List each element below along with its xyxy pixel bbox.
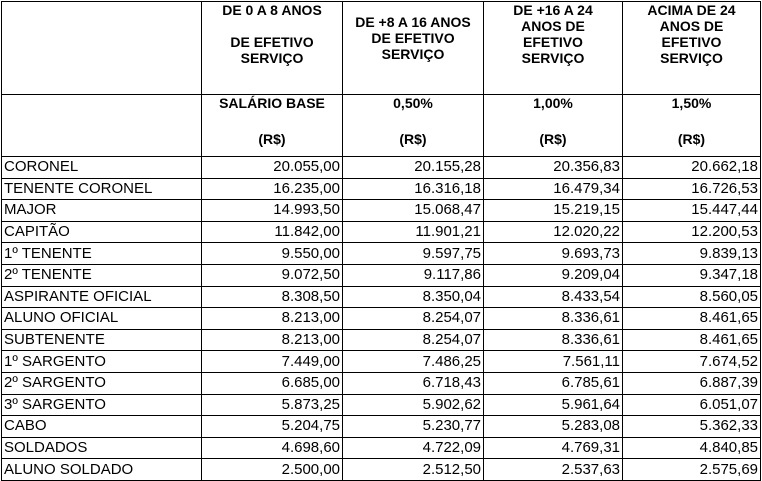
salary-value-cell: 16.316,18 xyxy=(343,178,484,200)
salary-value-cell: 2.537,63 xyxy=(484,459,623,481)
salary-value-cell: 11.901,21 xyxy=(343,221,484,243)
table-row xyxy=(2,394,761,416)
column-header-line: DE EFETIVO xyxy=(371,30,455,46)
salary-value-cell: 6.718,43 xyxy=(343,372,484,394)
salary-value-cell: 20.055,00 xyxy=(202,157,343,179)
salary-value-cell: 20.662,18 xyxy=(623,157,761,179)
salary-value-cell: 4.769,31 xyxy=(484,437,623,459)
salary-value-cell: 8.254,07 xyxy=(343,329,484,351)
salary-value-cell: 4.698,60 xyxy=(202,437,343,459)
rank-cell: MAJOR xyxy=(2,200,202,222)
column-header-line: DE +8 A 16 ANOS xyxy=(355,14,471,30)
column-header-line: DE +16 A 24 xyxy=(513,2,593,18)
subheader-unit: (R$) xyxy=(399,131,427,147)
salary-value-cell: 8.336,61 xyxy=(484,308,623,330)
column-header-line: SERVIÇO xyxy=(240,50,304,66)
table-row xyxy=(2,264,761,286)
rank-cell: 2º TENENTE xyxy=(2,264,202,286)
subheader-unit: (R$) xyxy=(539,131,567,147)
salary-value-cell: 20.356,83 xyxy=(484,157,623,179)
subheader-corner-cell xyxy=(2,95,202,157)
column-header-0-8-years xyxy=(202,2,343,95)
salary-value-cell: 12.020,22 xyxy=(484,221,623,243)
subheader-label: 1,00% xyxy=(533,95,573,111)
rank-cell: ALUNO OFICIAL xyxy=(2,308,202,330)
salary-value-cell: 8.213,00 xyxy=(202,308,343,330)
salary-value-cell: 8.308,50 xyxy=(202,286,343,308)
salary-value-cell: 9.209,04 xyxy=(484,264,623,286)
table-row xyxy=(2,351,761,373)
salary-value-cell: 7.674,52 xyxy=(623,351,761,373)
column-header-line: ANOS DE xyxy=(521,18,585,34)
subheader-label: 1,50% xyxy=(671,95,712,111)
subheader-base-salary xyxy=(202,95,343,157)
table-row xyxy=(2,243,761,265)
rank-cell: CAPITÃO xyxy=(2,221,202,243)
salary-value-cell: 7.561,11 xyxy=(484,351,623,373)
table-row xyxy=(2,286,761,308)
salary-value-cell: 2.512,50 xyxy=(343,459,484,481)
column-header-line: EFETIVO xyxy=(523,34,583,50)
subheader-percent xyxy=(484,95,623,157)
rank-cell: TENENTE CORONEL xyxy=(2,178,202,200)
rank-cell: ASPIRANTE OFICIAL xyxy=(2,286,202,308)
salary-value-cell: 5.902,62 xyxy=(343,394,484,416)
column-header-line: SERVIÇO xyxy=(521,50,585,66)
rank-cell: CABO xyxy=(2,416,202,438)
subheader-unit: (R$) xyxy=(258,131,286,147)
salary-value-cell: 8.213,00 xyxy=(202,329,343,351)
subheader-label: 0,50% xyxy=(393,95,433,111)
salary-value-cell: 11.842,00 xyxy=(202,221,343,243)
salary-value-cell: 5.204,75 xyxy=(202,416,343,438)
subheader-percent xyxy=(343,95,484,157)
salary-value-cell: 2.575,69 xyxy=(623,459,761,481)
rank-cell: SOLDADOS xyxy=(2,437,202,459)
table-row xyxy=(2,329,761,351)
salary-value-cell: 2.500,00 xyxy=(202,459,343,481)
salary-value-cell: 16.479,34 xyxy=(484,178,623,200)
salary-value-cell: 5.362,33 xyxy=(623,416,761,438)
column-header-above-24-years xyxy=(623,2,761,95)
column-header-16-24-years xyxy=(484,2,623,95)
subheader-unit: (R$) xyxy=(677,131,706,147)
table-row xyxy=(2,178,761,200)
salary-value-cell: 15.068,47 xyxy=(343,200,484,222)
column-header-line: EFETIVO xyxy=(661,34,722,50)
table-row xyxy=(2,459,761,481)
salary-value-cell: 15.219,15 xyxy=(484,200,623,222)
column-header-line: DE 0 A 8 ANOS xyxy=(222,2,322,18)
rank-cell: 3º SARGENTO xyxy=(2,394,202,416)
salary-value-cell: 9.550,00 xyxy=(202,243,343,265)
salary-value-cell: 9.347,18 xyxy=(623,264,761,286)
salary-value-cell: 6.887,39 xyxy=(623,372,761,394)
salary-value-cell: 5.873,25 xyxy=(202,394,343,416)
salary-value-cell: 7.449,00 xyxy=(202,351,343,373)
salary-value-cell: 8.433,54 xyxy=(484,286,623,308)
rank-cell: SUBTENENTE xyxy=(2,329,202,351)
column-header-line: SERVIÇO xyxy=(660,50,723,66)
salary-value-cell: 8.350,04 xyxy=(343,286,484,308)
column-header-line: SERVIÇO xyxy=(381,46,445,62)
table-row xyxy=(2,308,761,330)
salary-value-cell: 12.200,53 xyxy=(623,221,761,243)
column-header-line: DE EFETIVO xyxy=(230,34,314,50)
salary-table xyxy=(1,1,761,481)
table-row xyxy=(2,200,761,222)
salary-value-cell: 15.447,44 xyxy=(623,200,761,222)
rank-cell: CORONEL xyxy=(2,157,202,179)
rank-cell: ALUNO SOLDADO xyxy=(2,459,202,481)
rank-cell: 1º TENENTE xyxy=(2,243,202,265)
column-header-8-16-years xyxy=(343,2,484,95)
salary-value-cell: 9.597,75 xyxy=(343,243,484,265)
table-row xyxy=(2,416,761,438)
column-header-line: ANOS DE xyxy=(659,18,724,34)
header-corner-cell xyxy=(2,2,202,95)
salary-value-cell: 9.839,13 xyxy=(623,243,761,265)
header-row xyxy=(2,2,761,95)
salary-value-cell: 8.336,61 xyxy=(484,329,623,351)
table-row xyxy=(2,221,761,243)
salary-value-cell: 8.560,05 xyxy=(623,286,761,308)
salary-value-cell: 8.461,65 xyxy=(623,329,761,351)
salary-value-cell: 6.785,61 xyxy=(484,372,623,394)
salary-value-cell: 9.072,50 xyxy=(202,264,343,286)
salary-value-cell: 6.051,07 xyxy=(623,394,761,416)
salary-value-cell: 6.685,00 xyxy=(202,372,343,394)
salary-value-cell: 9.117,86 xyxy=(343,264,484,286)
column-header-line: ACIMA DE 24 xyxy=(647,2,736,18)
salary-value-cell: 5.230,77 xyxy=(343,416,484,438)
salary-value-cell: 4.722,09 xyxy=(343,437,484,459)
table-row xyxy=(2,372,761,394)
salary-value-cell: 20.155,28 xyxy=(343,157,484,179)
subheader-label: SALÁRIO BASE xyxy=(219,95,325,111)
rank-cell: 2º SARGENTO xyxy=(2,372,202,394)
table-row xyxy=(2,437,761,459)
rank-cell: 1º SARGENTO xyxy=(2,351,202,373)
salary-value-cell: 5.283,08 xyxy=(484,416,623,438)
salary-value-cell: 5.961,64 xyxy=(484,394,623,416)
salary-value-cell: 7.486,25 xyxy=(343,351,484,373)
salary-value-cell: 9.693,73 xyxy=(484,243,623,265)
salary-value-cell: 16.726,53 xyxy=(623,178,761,200)
salary-value-cell: 16.235,00 xyxy=(202,178,343,200)
salary-value-cell: 4.840,85 xyxy=(623,437,761,459)
subheader-row xyxy=(2,95,761,157)
salary-value-cell: 8.254,07 xyxy=(343,308,484,330)
salary-value-cell: 8.461,65 xyxy=(623,308,761,330)
subheader-percent xyxy=(623,95,761,157)
salary-value-cell: 14.993,50 xyxy=(202,200,343,222)
table-row xyxy=(2,157,761,179)
